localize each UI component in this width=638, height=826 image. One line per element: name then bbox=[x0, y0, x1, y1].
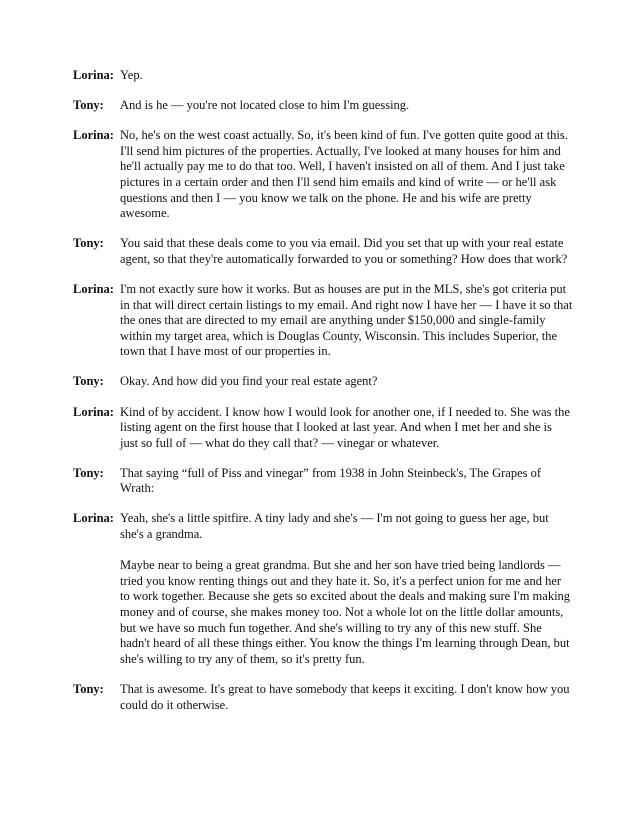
entry-text bbox=[120, 68, 573, 84]
paragraph: Okay. And how did you find your real estate agent? bbox=[120, 374, 378, 389]
speaker-name: Lorina: bbox=[73, 68, 114, 82]
paragraph: Maybe near to being a great grandma. But she and her son have tried being landlords — tried you know renting things out and they hate it. So, it's a perfect union for me and her to work together. Because she gets so excited about the deals and making sure I'm making money and of course, she makes money too. Not a whole lot on the little dollar amounts, but we have so much fun together. And she's willing to try any of this new stuff. She hadn't heard of all these things either. You know the things I'm learning through Dean, but she's willing to try any of them, so it's pretty fun. bbox=[120, 558, 571, 666]
entry-text bbox=[120, 466, 573, 497]
paragraph: That is awesome. It's great to have somebody that keeps it exciting. I don't know how you could do it otherwise. bbox=[120, 681, 570, 712]
entry-text bbox=[120, 236, 573, 267]
speaker-name: Lorina: bbox=[73, 511, 114, 526]
paragraph: Yeah, she's a little spitfire. A tiny lady and she's — I'm not going to guess her age, but she's a grandma. bbox=[120, 511, 549, 542]
entry-text bbox=[120, 374, 573, 390]
transcript-entry bbox=[73, 128, 573, 222]
speaker-name: Tony: bbox=[73, 465, 104, 480]
transcript-entry bbox=[73, 236, 573, 267]
transcript bbox=[73, 68, 573, 728]
transcript-entry bbox=[73, 374, 573, 390]
paragraph: Yep. bbox=[120, 68, 143, 82]
paragraph: Kind of by accident. I know how I would look for another one, if I needed to. She was the listing agent on the first house that I looked at last year. And when I met her and she is just so full of — what do they call that? — vinegar or whatever. bbox=[120, 404, 570, 450]
speaker-name: Lorina: bbox=[73, 404, 114, 419]
entry-text bbox=[120, 98, 573, 114]
paragraph: I'm not exactly sure how it works. But as houses are put in the MLS, she's got criteria put in that will direct certain listings to my email. And right now I have her — I have it so that the ones that are directed to my email are anything under $150,000 and single-family within my target area, which is Douglas County, Wisconsin. This includes Superior, the town that I have most of our properties in. bbox=[120, 281, 573, 359]
speaker-name: Lorina: bbox=[73, 281, 114, 296]
speaker-name: Tony: bbox=[73, 374, 104, 389]
speaker-name: Tony: bbox=[73, 98, 104, 113]
transcript-entry bbox=[73, 405, 573, 452]
transcript-entry bbox=[73, 282, 573, 360]
speaker-name: Tony: bbox=[73, 236, 104, 251]
entry-text bbox=[120, 128, 573, 222]
transcript-entry bbox=[73, 466, 573, 497]
paragraph: That saying “full of Piss and vinegar” from 1938 in John Steinbeck's, The Grapes of Wrath: bbox=[120, 465, 542, 496]
speaker-name: Tony: bbox=[73, 681, 104, 696]
speaker-name: Lorina: bbox=[73, 128, 114, 143]
paragraph: And is he — you're not located close to him I'm guessing. bbox=[120, 98, 410, 113]
entry-text bbox=[120, 511, 573, 667]
transcript-entry bbox=[73, 68, 573, 84]
transcript-entry bbox=[73, 511, 573, 667]
transcript-entry bbox=[73, 98, 573, 114]
paragraph: You said that these deals come to you via email. Did you set that up with your real estate agent, so that they're automatically forwarded to you or something? How does that work? bbox=[120, 236, 568, 266]
entry-text bbox=[120, 282, 573, 360]
paragraph: No, he's on the west coast actually. So, it's been kind of fun. I've gotten quite good at this. I'll send him pictures of the properties. Actually, I've looked at many houses for him and he'll actually pay me to do that too. Well, I haven't insisted on all of them. And I just take pictures in a certain order and then I'll send him emails and kind of write — or he'll ask questions and then I — you know we talk on the phone. He and his wife are pretty awesome. bbox=[120, 128, 568, 221]
transcript-entry bbox=[73, 682, 573, 713]
entry-text bbox=[120, 682, 573, 713]
entry-text bbox=[120, 405, 573, 452]
